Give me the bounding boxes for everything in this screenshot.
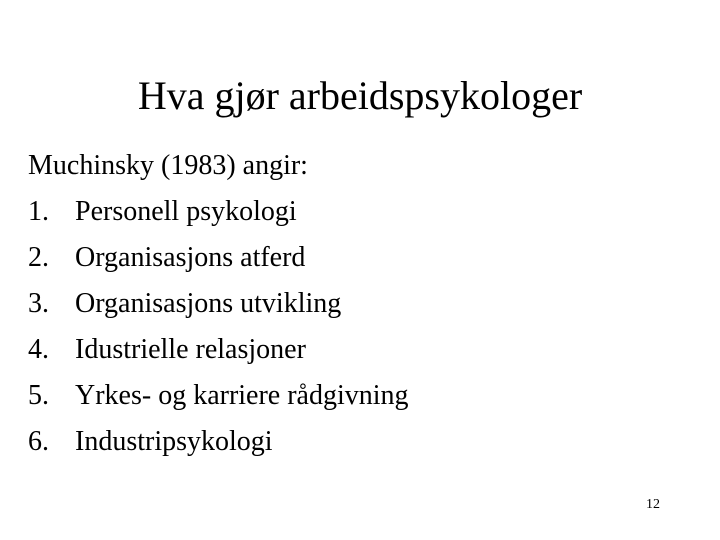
list-item-text: Organisasjons utvikling bbox=[75, 288, 342, 319]
list-item bbox=[28, 327, 708, 373]
list-item-number: 2. bbox=[28, 242, 49, 273]
slide-content bbox=[28, 143, 708, 465]
list-item bbox=[28, 281, 708, 327]
list-item-text: Yrkes- og karriere rådgivning bbox=[75, 380, 409, 411]
page-number: 12 bbox=[646, 497, 660, 512]
list-item-number: 3. bbox=[28, 288, 49, 319]
slide-title: Hva gjør arbeidspsykologer bbox=[137, 73, 583, 118]
list-item-number: 6. bbox=[28, 426, 49, 457]
numbered-list bbox=[28, 189, 708, 465]
list-item bbox=[28, 419, 708, 465]
list-item-number: 5. bbox=[28, 380, 49, 411]
list-item bbox=[28, 373, 708, 419]
list-item bbox=[28, 235, 708, 281]
intro-text: Muchinsky (1983) angir: bbox=[28, 150, 308, 181]
list-item-text: Organisasjons atferd bbox=[75, 242, 306, 273]
list-item-number: 1. bbox=[28, 196, 49, 227]
list-item-number: 4. bbox=[28, 334, 49, 365]
list-item-text: Industripsykologi bbox=[75, 426, 273, 457]
list-item bbox=[28, 189, 708, 235]
list-item-text: Personell psykologi bbox=[75, 196, 297, 227]
list-item-text: Idustrielle relasjoner bbox=[75, 334, 306, 365]
